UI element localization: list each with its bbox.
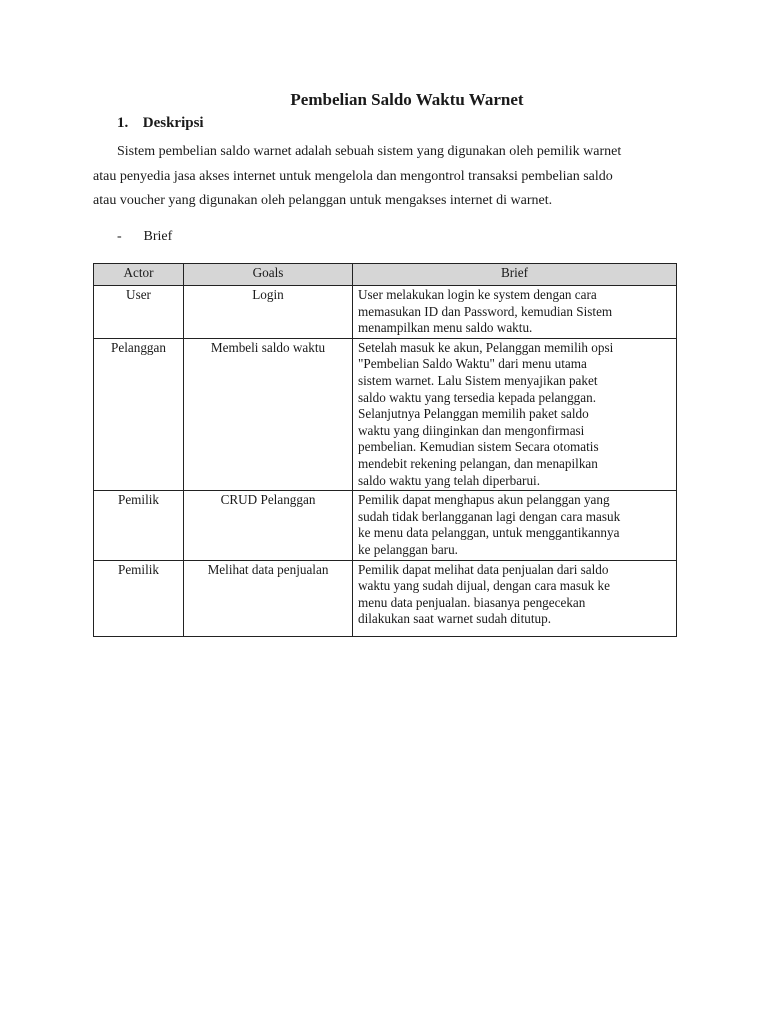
- section-heading: [117, 112, 204, 134]
- table-row: [94, 338, 677, 490]
- header-goals: Goals: [184, 264, 353, 286]
- table-row: [94, 560, 677, 636]
- brief-line: dilakukan saat warnet sudah ditutup.: [358, 611, 552, 627]
- brief-line: saldo waktu yang telah diperbarui.: [358, 472, 541, 488]
- actor-cell: User: [94, 286, 184, 339]
- brief-line: sudah tidak berlangganan lagi dengan cara masuk: [358, 508, 621, 524]
- header-actor: Actor: [94, 264, 184, 286]
- bullet-label: Brief: [143, 229, 173, 244]
- bullet-dash: -: [117, 229, 122, 244]
- document-title: Pembelian Saldo Waktu Warnet: [290, 90, 524, 109]
- brief-cell: [353, 338, 677, 490]
- brief-line: mendebit rekening pelangan, dan menapilkan: [358, 455, 598, 471]
- goal-cell: Melihat data penjualan: [184, 560, 353, 636]
- brief-line: memasukan ID dan Password, kemudian Sistem: [358, 303, 613, 319]
- actor-cell: Pemilik: [94, 560, 184, 636]
- brief-line: Pemilik dapat melihat data penjualan dari saldo: [358, 561, 609, 577]
- brief-cell: [353, 560, 677, 636]
- section-title: Deskripsi: [142, 115, 204, 131]
- brief-table: [93, 263, 677, 637]
- brief-line: waktu yang diinginkan dan mengonfirmasi: [358, 422, 585, 438]
- brief-line: waktu yang sudah dijual, dengan cara masuk ke: [358, 578, 610, 594]
- paragraph-line: atau penyedia jasa akses internet untuk mengelola dan mengontrol transaksi pembelian saldo: [93, 168, 613, 184]
- paragraph-line: Sistem pembelian saldo warnet adalah sebuah sistem yang digunakan oleh pemilik warnet: [117, 144, 622, 159]
- brief-line: Setelah masuk ke akun, Pelanggan memilih opsi: [358, 339, 614, 355]
- actor-cell: Pelanggan: [94, 338, 184, 490]
- brief-line: "Pembelian Saldo Waktu" dari menu utama: [358, 356, 587, 372]
- brief-line: Pemilik dapat menghapus akun pelanggan yang: [358, 492, 610, 508]
- actor-cell: Pemilik: [94, 491, 184, 560]
- brief-line: Selanjutnya Pelanggan memilih paket saldo: [358, 406, 589, 422]
- brief-line: ke pelanggan baru.: [358, 541, 458, 557]
- brief-line: menampilkan menu saldo waktu.: [358, 320, 533, 336]
- brief-line: pembelian. Kemudian sistem Secara otomatis: [358, 439, 599, 455]
- brief-cell: [353, 286, 677, 339]
- brief-line: User melakukan login ke system dengan cara: [358, 287, 597, 302]
- table-row: [94, 286, 677, 339]
- table-header-row: [94, 264, 677, 286]
- goal-cell: CRUD Pelanggan: [184, 491, 353, 560]
- description-paragraph: [93, 140, 677, 214]
- brief-line: ke menu data pelanggan, untuk menggantikannya: [358, 525, 620, 541]
- paragraph-line: atau voucher yang digunakan oleh pelanggan untuk mengakses internet di warnet.: [93, 193, 553, 208]
- brief-cell: [353, 491, 677, 560]
- brief-line: saldo waktu yang tersedia kepada pelanggan.: [358, 389, 597, 405]
- goal-cell: Login: [184, 286, 353, 339]
- brief-line: menu data penjualan. biasanya pengecekan: [358, 594, 586, 610]
- table-row: [94, 491, 677, 560]
- section-number: 1.: [117, 115, 129, 131]
- header-brief: Brief: [353, 264, 677, 286]
- goal-cell: Membeli saldo waktu: [184, 338, 353, 490]
- brief-line: sistem warnet. Lalu Sistem menyajikan paket: [358, 372, 598, 388]
- bullet-item: [117, 226, 172, 248]
